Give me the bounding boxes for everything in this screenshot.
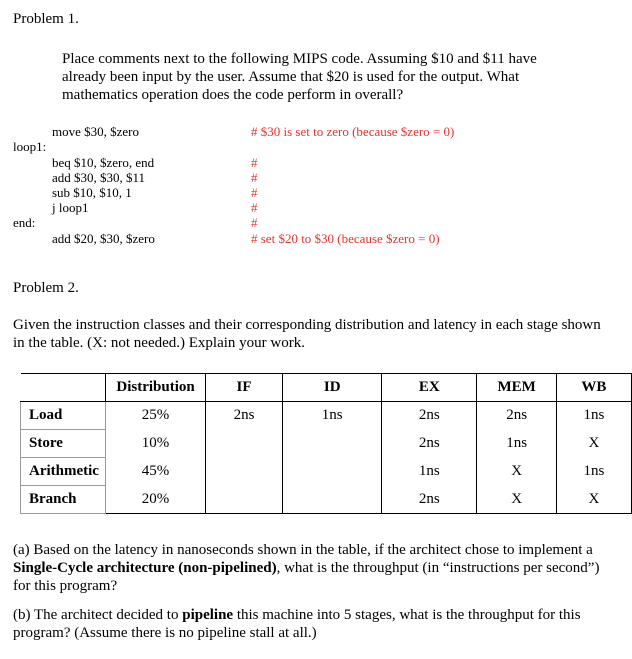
cell-ex: 1ns [382, 458, 477, 486]
cell-if [205, 430, 282, 458]
comment-add: # [251, 170, 258, 185]
question-a-bold: Single-Cycle architecture (non-pipelined) [13, 560, 277, 576]
row-label-branch: Branch [21, 486, 106, 514]
comment-add20: # set $20 to $30 (because $zero = 0) [251, 231, 440, 246]
question-b-post: this machine into 5 stages, what is the throughput for this program? (Assume there is no pipeline stall at all.) [13, 607, 581, 641]
header-wb: WB [556, 374, 631, 402]
row-label-store: Store [21, 430, 106, 458]
header-distribution: Distribution [106, 374, 206, 402]
table-row [21, 458, 632, 486]
question-b [13, 606, 613, 642]
cell-mem: 1ns [477, 430, 556, 458]
cell-if: 2ns [205, 402, 282, 430]
cell-ex: 2ns [382, 402, 477, 430]
label-end: end: [13, 215, 36, 230]
code-line-sub: sub $10, $10, 1 [52, 185, 132, 200]
table-header-row [21, 374, 632, 402]
code-line-add: add $30, $30, $11 [52, 170, 146, 185]
cell-dist: 45% [106, 458, 206, 486]
table-row [21, 430, 632, 458]
question-a-post: , what is the throughput (in “instructions per second”) for this program? [13, 560, 600, 594]
row-label-load: Load [21, 402, 106, 430]
question-a-pre: (a) Based on the latency in nanoseconds shown in the table, if the architect chose to implement a [13, 542, 593, 558]
problem2-intro: Given the instruction classes and their corresponding distribution and latency in each stage shown in the table. (X: not needed.) Explain your work. [13, 317, 601, 351]
label-loop1: loop1: [13, 139, 47, 154]
cell-dist: 25% [106, 402, 206, 430]
cell-wb: X [556, 486, 631, 514]
cell-wb: 1ns [556, 402, 631, 430]
problem1-title: Problem 1. [13, 11, 79, 27]
cell-id [283, 430, 382, 458]
cell-ex: 2ns [382, 430, 477, 458]
problem1-intro: Place comments next to the following MIPS code. Assuming $10 and $11 have already been input by the user. Assume that $20 is used for the output. What mathematics operation does the code perform in overall? [62, 51, 537, 103]
code-line-beq: beq $10, $zero, end [52, 155, 155, 170]
row-label-arithmetic: Arithmetic [21, 458, 106, 486]
comment-sub: # [251, 185, 258, 200]
comment-move: # $30 is set to zero (because $zero = 0) [251, 124, 455, 139]
header-ex: EX [382, 374, 477, 402]
question-a [13, 541, 613, 595]
cell-if [205, 486, 282, 514]
table-row [21, 402, 632, 430]
table-row [21, 486, 632, 514]
question-b-pre: (b) The architect decided to [13, 607, 183, 623]
code-line-move: move $30, $zero [52, 124, 140, 139]
cell-id [283, 458, 382, 486]
comment-end: # [251, 215, 258, 230]
header-if: IF [205, 374, 282, 402]
cell-wb: X [556, 430, 631, 458]
header-id: ID [283, 374, 382, 402]
header-mem: MEM [477, 374, 556, 402]
problem2-title: Problem 2. [13, 280, 79, 296]
cell-id: 1ns [283, 402, 382, 430]
code-line-j: j loop1 [52, 200, 89, 215]
cell-mem: X [477, 458, 556, 486]
comment-beq: # [251, 155, 258, 170]
cell-if [205, 458, 282, 486]
latency-table [20, 373, 632, 514]
cell-id [283, 486, 382, 514]
question-b-bold: pipeline [182, 607, 234, 623]
cell-dist: 10% [106, 430, 206, 458]
cell-ex: 2ns [382, 486, 477, 514]
cell-mem: X [477, 486, 556, 514]
cell-dist: 20% [106, 486, 206, 514]
cell-mem: 2ns [477, 402, 556, 430]
cell-wb: 1ns [556, 458, 631, 486]
code-line-add20: add $20, $30, $zero [52, 231, 155, 246]
header-blank [21, 374, 106, 402]
comment-j: # [251, 200, 258, 215]
